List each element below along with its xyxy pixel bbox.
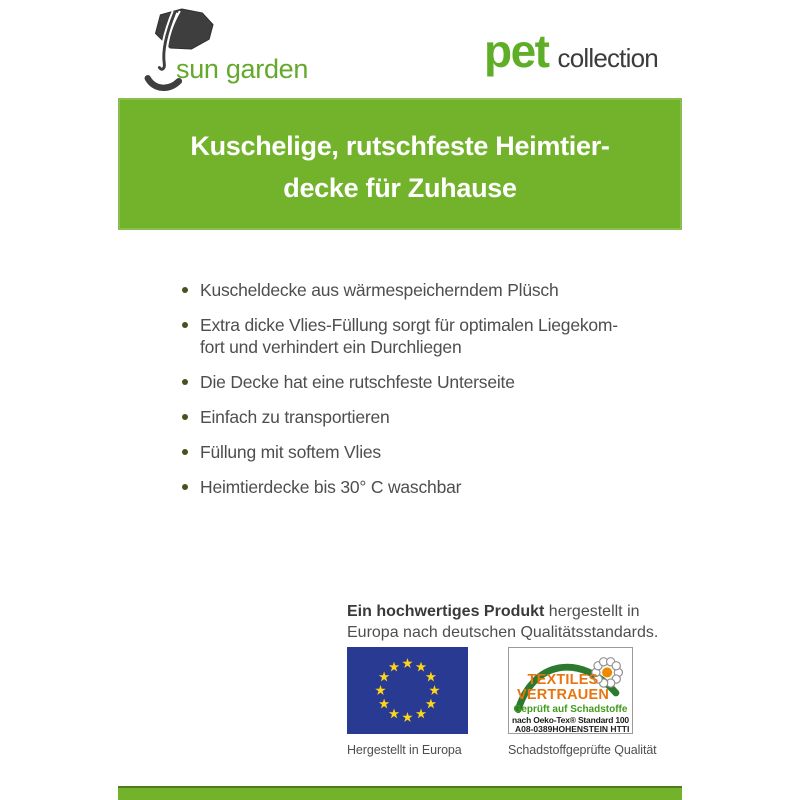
oeko-institute: HOHENSTEIN HTTI xyxy=(552,724,630,734)
feature-list xyxy=(182,279,618,511)
bullet-icon xyxy=(182,414,188,420)
headline-banner xyxy=(118,98,682,230)
bullet-icon xyxy=(182,322,188,328)
oeko-tex-label xyxy=(508,647,633,734)
eu-flag-icon xyxy=(347,647,468,734)
collection-wordmark-secondary: collection xyxy=(557,43,658,73)
list-item xyxy=(182,371,618,393)
bullet-icon xyxy=(182,484,188,490)
eu-flag-caption: Hergestellt in Europa xyxy=(347,743,462,757)
headline-line-2: decke für Zuhause xyxy=(283,173,517,203)
footer-accent-bar xyxy=(118,786,682,800)
feature-text: Einfach zu transportieren xyxy=(200,407,390,427)
oeko-cert-row xyxy=(509,724,632,734)
feature-text-continued: fort und verhindert ein Durchliegen xyxy=(200,337,462,357)
oeko-cert-id: A08-0389 xyxy=(515,724,553,734)
sun-garden-logo xyxy=(136,6,436,92)
list-item xyxy=(182,476,618,498)
quality-statement-bold: Ein hochwertiges Produkt xyxy=(347,603,545,620)
list-item xyxy=(182,279,618,301)
pet-collection-logo xyxy=(484,24,658,78)
headline-line-1: Kuschelige, rutschfeste Heimtier- xyxy=(190,131,610,161)
feature-text: Heimtierdecke bis 30° C waschbar xyxy=(200,477,462,497)
brand-name: sun garden xyxy=(176,54,309,84)
oeko-title-line1: TEXTILES xyxy=(527,672,599,688)
quality-statement-rest: hergestellt in xyxy=(544,603,640,620)
oeko-standard: nach Oeko-Tex® Standard 100 xyxy=(512,715,629,725)
quality-statement xyxy=(347,601,687,643)
bullet-icon xyxy=(182,379,188,385)
list-item xyxy=(182,441,618,463)
collection-wordmark-primary: pet xyxy=(484,25,549,77)
bullet-icon xyxy=(182,449,188,455)
quality-section xyxy=(347,601,687,757)
oeko-title-line2: VERTRAUEN xyxy=(516,687,610,703)
oeko-tex-caption: Schadstoffgeprüfte Qualität xyxy=(508,743,657,757)
list-item xyxy=(182,314,618,358)
bullet-icon xyxy=(182,287,188,293)
oeko-subtitle: Geprüft auf Schadstoffe xyxy=(513,704,628,715)
list-item xyxy=(182,406,618,428)
feature-text: Die Decke hat eine rutschfeste Unterseite xyxy=(200,372,515,392)
quality-statement-line2: Europa nach deutschen Qualitätsstandards. xyxy=(347,624,659,641)
eu-flag xyxy=(347,647,468,734)
feature-text: Füllung mit softem Vlies xyxy=(200,442,381,462)
feature-text: Kuscheldecke aus wärmespeicherndem Plüsch xyxy=(200,280,559,300)
feature-text: Extra dicke Vlies-Füllung sorgt für optimalen Liegekom- xyxy=(200,315,618,335)
